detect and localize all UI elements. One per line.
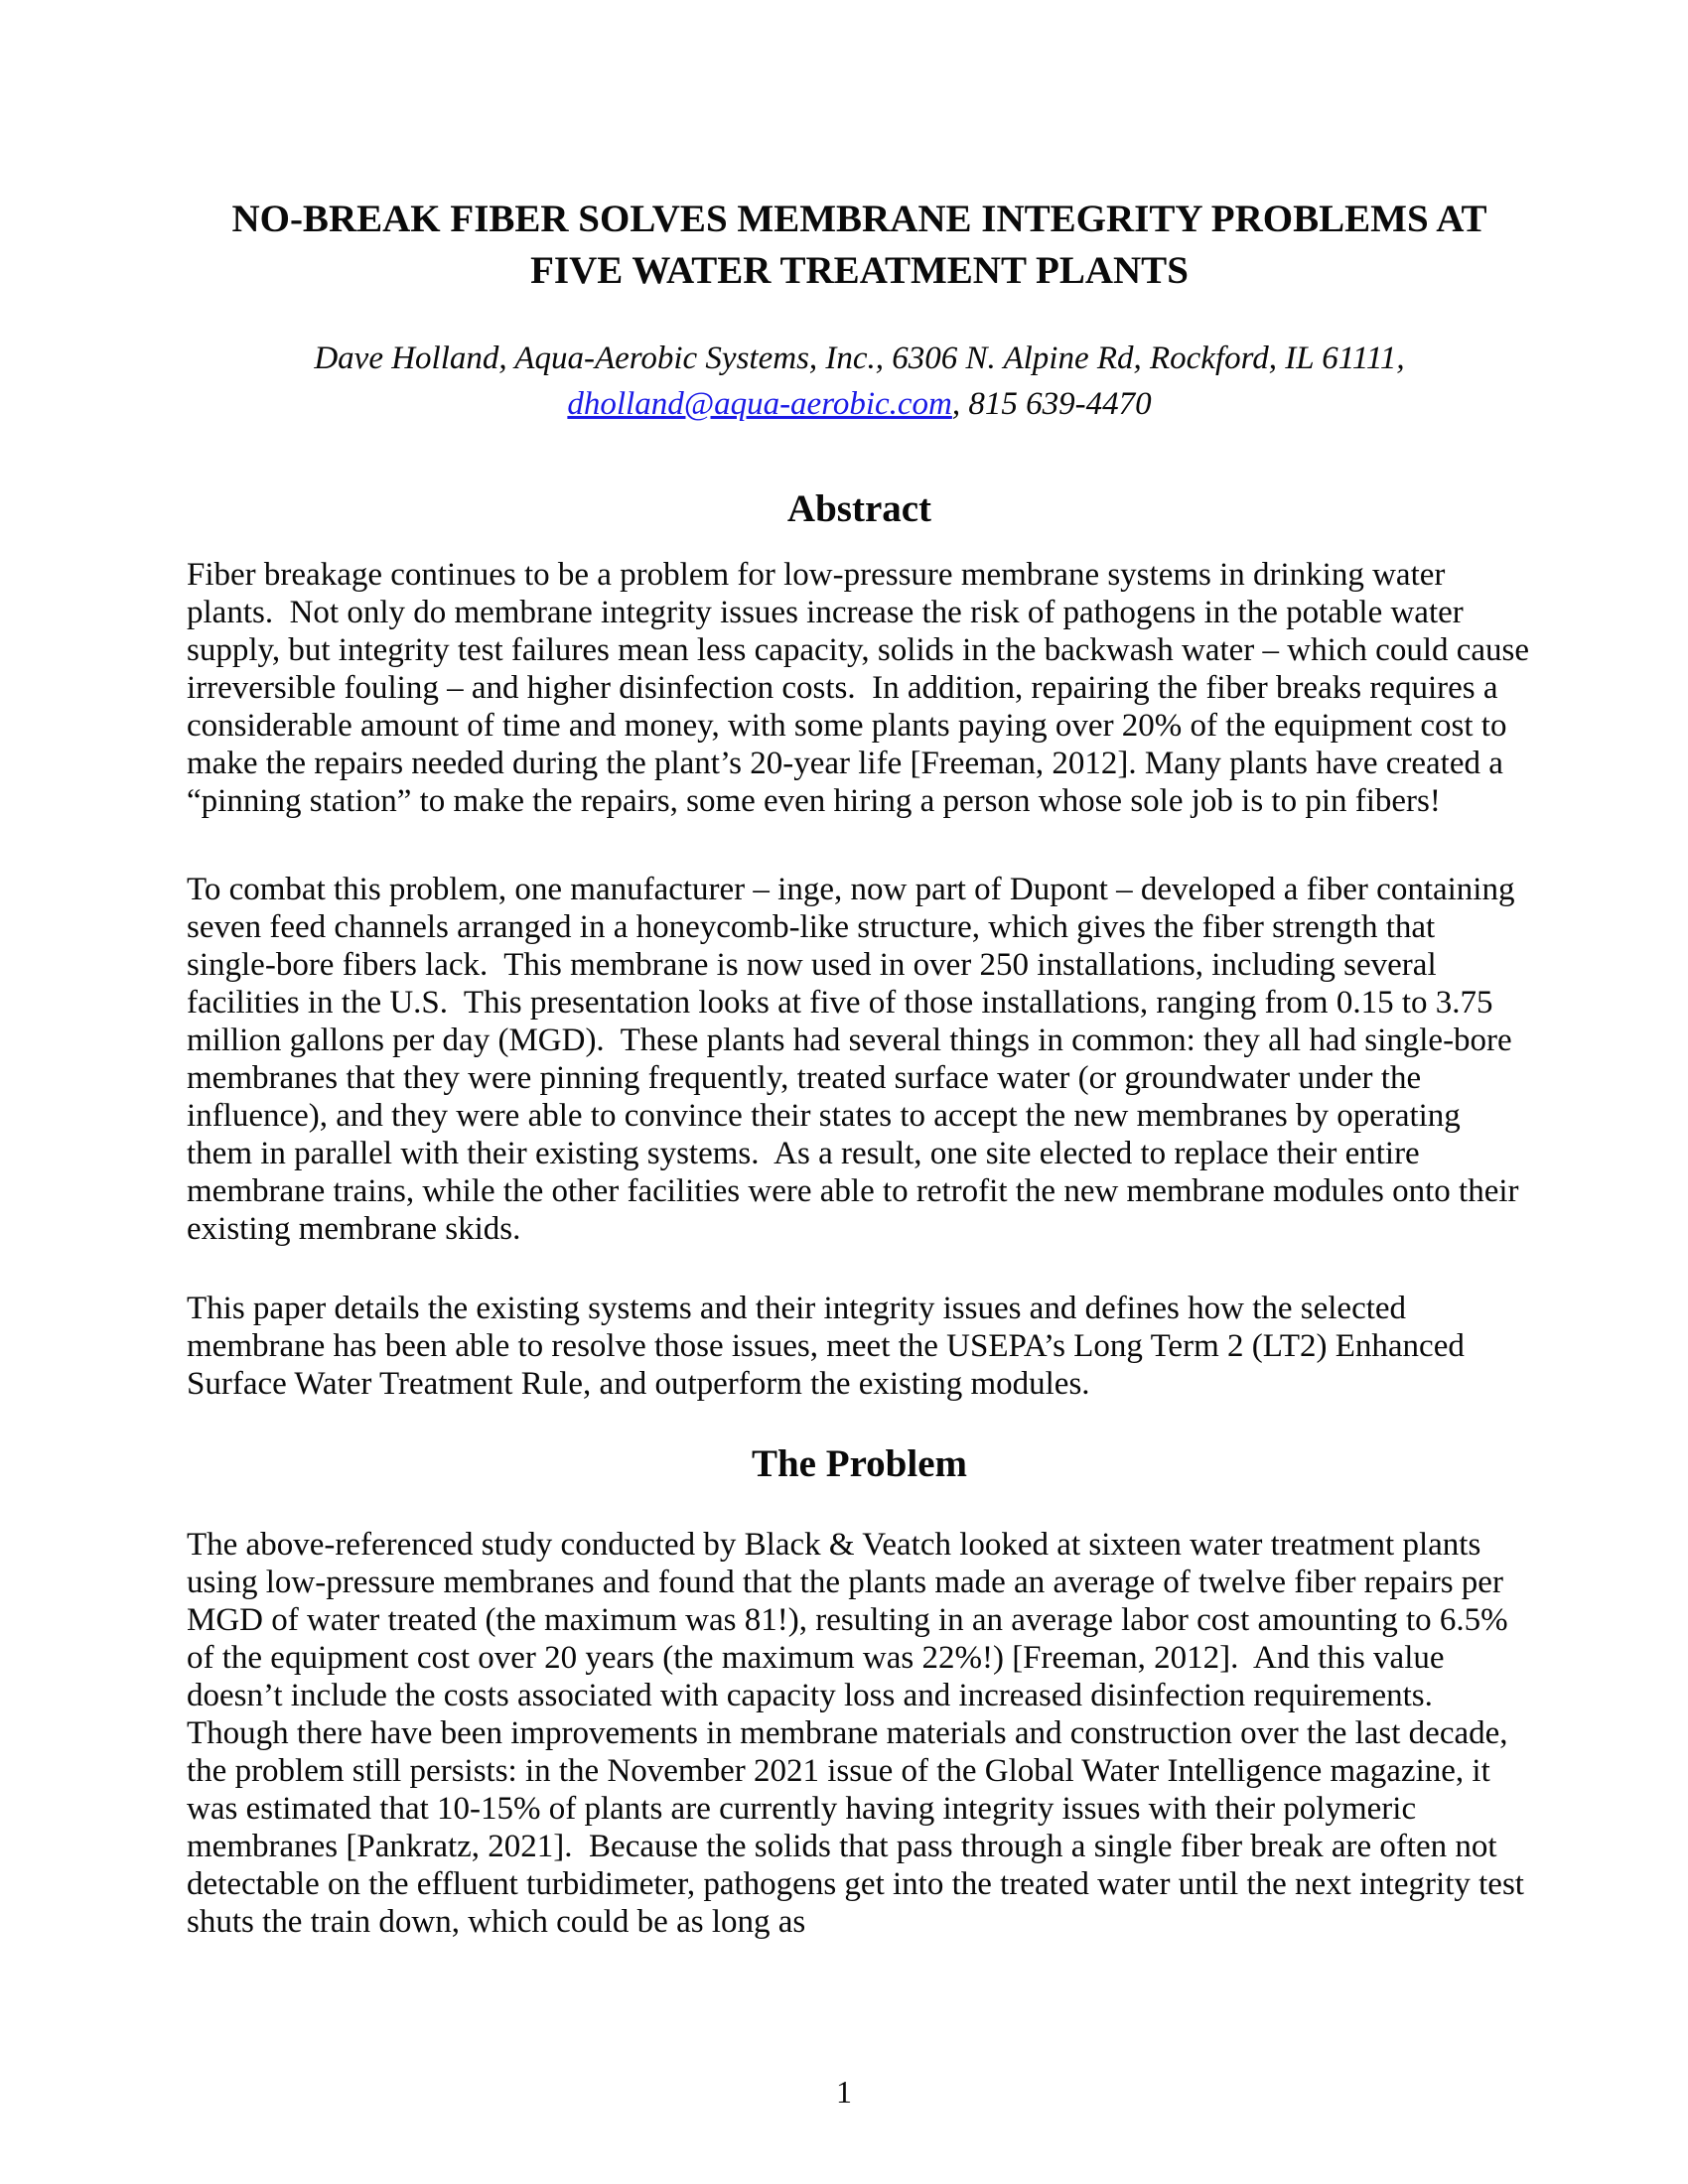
document-title-line-1: NO-BREAK FIBER SOLVES MEMBRANE INTEGRITY PROBLEMS AT <box>231 198 1487 240</box>
section-abstract <box>187 483 1538 1403</box>
author-contact-line <box>187 381 1532 427</box>
phone-text: , 815 639-4470 <box>951 386 1152 422</box>
section-problem <box>187 1438 1532 1941</box>
section-heading-abstract: Abstract <box>786 487 932 530</box>
page-number: 1 <box>836 2074 852 2110</box>
author-line: Dave Holland, Aqua-Aerobic Systems, Inc., 6306 N. Alpine Rd, Rockford, IL 61111, <box>314 341 1405 376</box>
paragraph: Fiber breakage continues to be a problem for low-pressure membrane systems in drinking water plants. Not only do membrane integrity issues increase the risk of pathogens in the potable water supply, but integrity test failures mean less capacity, solids in the backwash water – which could cause irreversible fouling – and higher disinfection costs. In addition, repairing the fiber breaks requires a considerable amount of time and money, with some plants paying over 20% of the equipment cost to make the repairs needed during the plant’s 20-year life [Freeman, 2012]. Many plants have created a “pinning station” to make the repairs, some even hiring a person whose sole job is to pin fibers! <box>187 557 1538 819</box>
document-title <box>187 194 1532 297</box>
section-heading-problem: The Problem <box>751 1442 967 1485</box>
email-link[interactable]: dholland@aqua-aerobic.com <box>567 386 952 422</box>
author-block <box>187 336 1532 427</box>
paragraph: To combat this problem, one manufacturer – inge, now part of Dupont – developed a fiber containing seven feed channels arranged in a honeycomb-like structure, which gives the fiber strength that single-bore fibers lack. This membrane is now used in over 250 installations, including several facilities in the U.S. This presentation looks at five of those installations, ranging from 0.15 to 3.75 million gallons per day (MGD). These plants had several things in common: they all had single-bore membranes that they were pinning frequently, treated surface water (or groundwater under the influence), and they were able to convince their states to accept the new membranes by operating them in parallel with their existing systems. As a result, one site elected to replace their entire membrane trains, while the other facilities were able to retrofit the new membrane modules onto their existing membrane skids. <box>187 872 1527 1247</box>
paragraph: This paper details the existing systems and their integrity issues and defines how the selected membrane has been able to resolve those issues, meet the USEPA’s Long Term 2 (LT2) Enhanced Surface Water Treatment Rule, and outperform the existing modules. <box>187 1291 1474 1402</box>
document-title-line-2: FIVE WATER TREATMENT PLANTS <box>530 249 1189 292</box>
paragraph: The above-referenced study conducted by Black & Veatch looked at sixteen water treatment plants using low-pressure membranes and found that the plants made an average of twelve fiber repairs per MGD of water treated (the maximum was 81!), resulting in an average labor cost amounting to 6.5% of the equipment cost over 20 years (the maximum was 22%!) [Freeman, 2012]. And this value doesn’t include the costs associated with capacity loss and increased disinfection requirements. Though there have been improvements in membrane materials and construction over the last decade, the problem still persists: in the November 2021 issue of the Global Water Intelligence magazine, it was estimated that 10-15% of plants are currently having integrity issues with their polymeric membranes [Pankratz, 2021]. Because the solids that pass through a single fiber break are often not detectable on the effluent turbidimeter, pathogens get into the treated water until the next integrity test shuts the train down, which could be as long as <box>187 1527 1533 1940</box>
